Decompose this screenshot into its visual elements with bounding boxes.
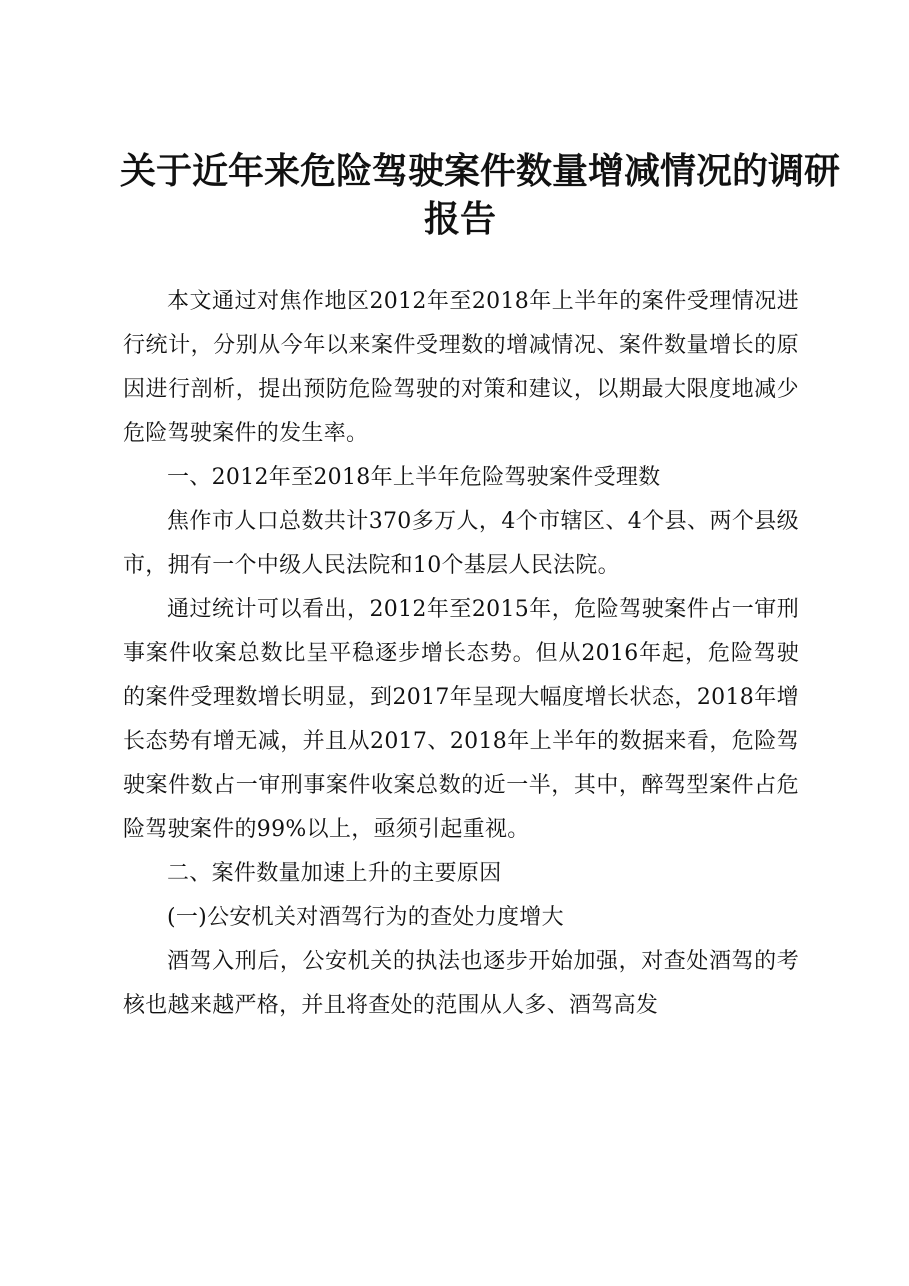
population-paragraph: 焦作市人口总数共计370多万人，4个市辖区、4个县、两个县级市，拥有一个中级人民法院和10个基层人民法院。 — [123, 509, 799, 578]
document-title — [120, 148, 841, 244]
document-body — [123, 280, 799, 1028]
title-line-1: 关于近年来危险驾驶案件数量增减情况的调研 — [120, 151, 841, 192]
title-line-2: 报告 — [423, 199, 496, 240]
subsection-heading-1: (一)公安机关对酒驾行为的查处力度增大 — [167, 905, 564, 930]
intro-paragraph: 本文通过对焦作地区2012年至2018年上半年的案件受理情况进行统计，分别从今年以来案件受理数的增减情况、案件数量增长的原因进行剖析，提出预防危险驾驶的对策和建议，以期最大限度地减少危险驾驶案件的发生率。 — [123, 289, 799, 446]
section-heading-2: 二、案件数量加速上升的主要原因 — [167, 861, 502, 886]
enforcement-paragraph: 酒驾入刑后，公安机关的执法也逐步开始加强，对查处酒驾的考核也越来越严格，并且将查处的范围从人多、酒驾高发 — [123, 949, 799, 1018]
statistics-paragraph: 通过统计可以看出，2012年至2015年，危险驾驶案件占一审刑事案件收案总数比呈平稳逐步增长态势。但从2016年起，危险驾驶的案件受理数增长明显，到2017年呈现大幅度增长状态，2018年增长态势有增无减，并且从2017、2018年上半年的数据来看，危险驾驶案件数占一审刑事案件收案总数的近一半，其中，醉驾型案件占危险驾驶案件的99%以上，亟须引起重视。 — [123, 597, 799, 842]
section-heading-1: 一、2012年至2018年上半年危险驾驶案件受理数 — [167, 465, 661, 490]
